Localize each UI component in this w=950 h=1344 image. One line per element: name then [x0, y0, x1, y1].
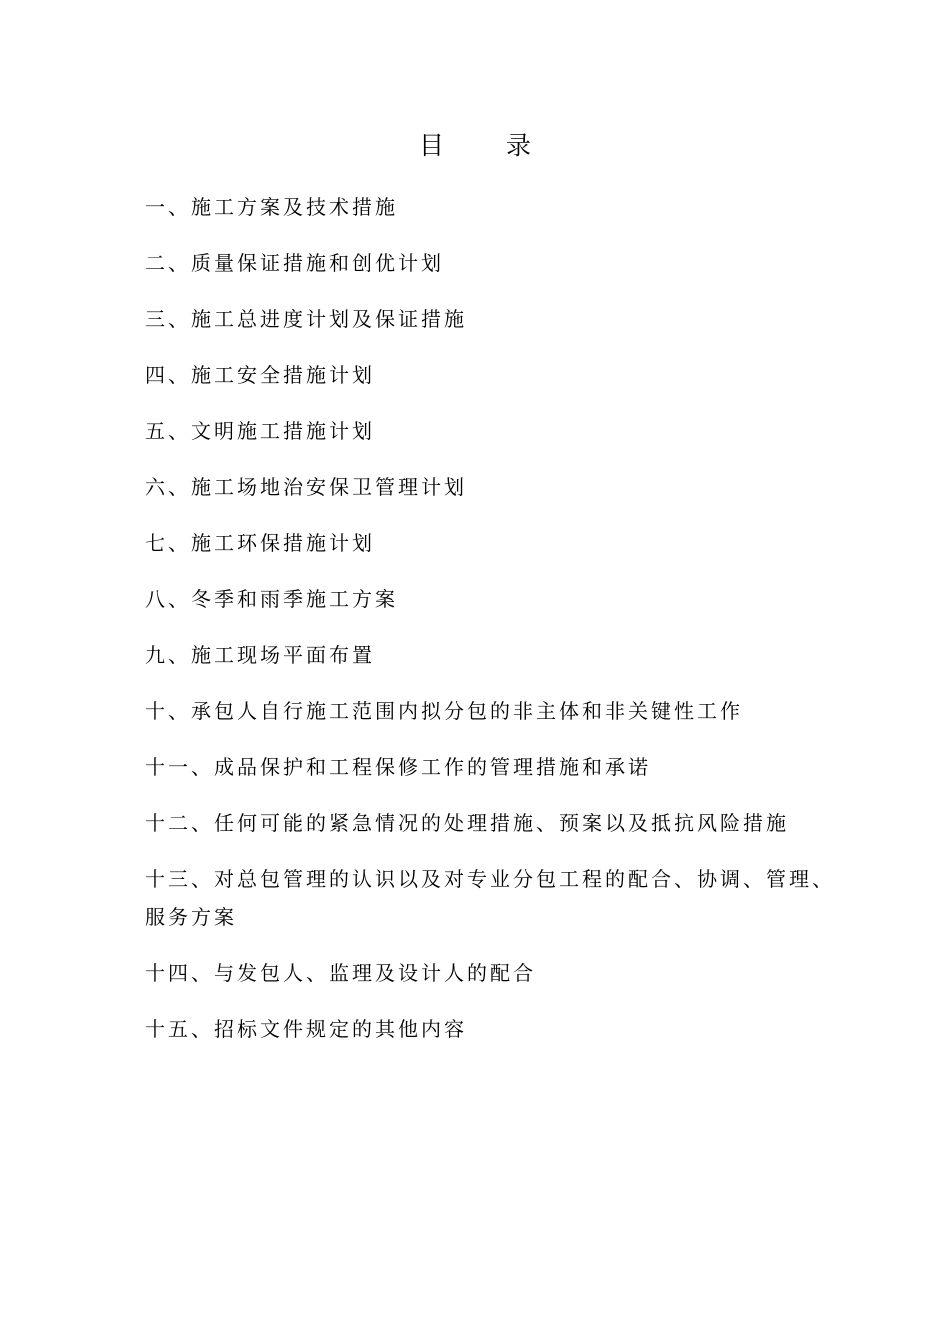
- toc-item: 十一、成品保护和工程保修工作的管理措施和承诺: [145, 755, 651, 779]
- toc-item: 一、施工方案及技术措施: [145, 195, 398, 219]
- toc-item: 九、施工现场平面布置: [145, 643, 375, 667]
- toc-item: 三、施工总进度计划及保证措施: [145, 307, 467, 331]
- toc-item: 十二、任何可能的紧急情况的处理措施、预案以及抵抗风险措施: [145, 811, 789, 835]
- toc-item: 十三、对总包管理的认识以及对专业分包工程的配合、协调、管理、服务方案: [145, 867, 835, 929]
- page-title: 目录: [418, 131, 593, 160]
- toc-item: 四、施工安全措施计划: [145, 363, 375, 387]
- toc-item: 八、冬季和雨季施工方案: [145, 587, 398, 611]
- toc-item: 十四、与发包人、监理及设计人的配合: [145, 961, 536, 985]
- toc-item: 十五、招标文件规定的其他内容: [145, 1017, 467, 1041]
- toc-item: 六、施工场地治安保卫管理计划: [145, 475, 467, 499]
- toc-item: 七、施工环保措施计划: [145, 531, 375, 555]
- toc-item: 五、文明施工措施计划: [145, 419, 375, 443]
- toc-item: 十、承包人自行施工范围内拟分包的非主体和非关键性工作: [145, 699, 743, 723]
- toc-item: 二、质量保证措施和创优计划: [145, 251, 444, 275]
- table-of-contents: [145, 188, 835, 1066]
